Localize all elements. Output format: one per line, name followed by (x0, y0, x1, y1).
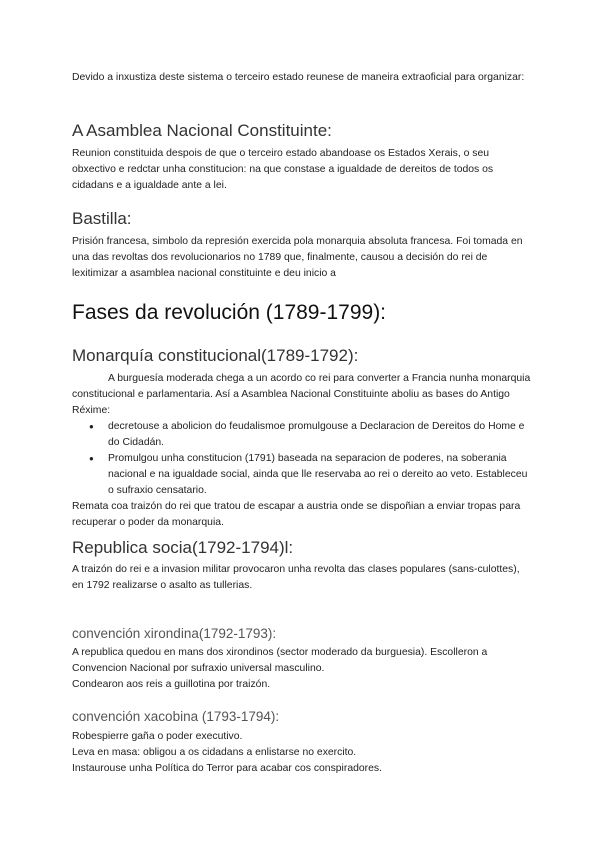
xacobina-heading: convención xacobina (1793-1794): (72, 709, 280, 724)
bullet-icon: ● (89, 454, 94, 463)
bastilla-body (72, 234, 534, 282)
republica-body (72, 562, 534, 594)
bastilla-section (72, 209, 534, 229)
bastilla-heading: Bastilla: (72, 209, 132, 228)
list-item-text: decretouse a abolicion do feudalismoe promulgouse a Declaracion de Dereitos do Home e do Cidadán. (108, 421, 525, 448)
fases-heading: Fases da revolución (1789-1799): (72, 301, 387, 324)
xirondina-line: A republica quedou en mans dos xirondinos (sector moderado da burguesia). Escolleron a Convencion Nacional por sufraxio universal masculino. (72, 647, 488, 674)
asamblea-paragraph: Reunion constituida despois de que o terceiro estado abandoase os Estados Xerais, o seu obxectivo e redctar unha constitucion: na que constase a igualdade de dereitos de todos os cidadans e a igualdade ante a lei. (72, 148, 494, 191)
monarquia-heading: Monarquía constitucional(1789-1792): (72, 346, 359, 365)
xacobina-body (72, 729, 534, 777)
xirondina-heading: convención xirondina(1792-1793): (72, 626, 277, 641)
xirondina-body (72, 645, 534, 693)
xacobina-line: Instaurouse unha Política do Terror para acabar cos conspiradores. (72, 763, 382, 774)
xacobina-line: Robespierre gaña o poder executivo. (72, 731, 243, 742)
asamblea-heading: A Asamblea Nacional Constituinte: (72, 121, 332, 140)
monarquia-outro: Remata coa traizón do rei que tratou de escapar a austria onde se dispoñian a enviar tropas para recuperar o poder da monarquia. (72, 501, 521, 528)
monarquia-list (72, 419, 534, 499)
list-item (72, 419, 534, 451)
republica-paragraph: A traizón do rei e a invasion militar provocaron unha revolta das clases populares (sans-culottes), en 1792 realizarse o asalto as tullerias. (72, 564, 520, 591)
xacobina-line: Leva en masa: obligou a os cidadans a enlistarse no exercito. (72, 747, 357, 758)
list-item (72, 451, 534, 499)
fases-section (72, 301, 534, 325)
list-item-text: Promulgou unha constitucion (1791) baseada na separacion de poderes, na soberania nacional e na igualdade social, ainda que lle reservaba ao rei o dereito ao veto. Estableceu o sufraxio censatario. (108, 453, 528, 496)
intro-block (72, 70, 534, 86)
bullet-icon: ● (89, 422, 94, 431)
monarquia-intro: A burguesía moderada chega a un acordo co rei para converter a Francia nunha monarquia constitucional e parlamentaria. Así a Asamblea Nacional Constituinte aboliu as bases do Antigo Réxime: (72, 373, 531, 416)
xirondina-line: Condearon aos reis a guillotina por traizón. (72, 679, 271, 690)
xacobina-section (72, 708, 534, 726)
republica-section (72, 538, 534, 558)
asamblea-section (72, 121, 534, 141)
xirondina-section (72, 625, 534, 643)
intro-paragraph: Devido a inxustiza deste sistema o terceiro estado reunese de maneira extraoficial para organizar: (72, 72, 525, 83)
bastilla-paragraph: Prisión francesa, simbolo da represión exercida pola monarquia absoluta francesa. Foi tomada en una das revoltas dos revolucionarios no 1789 que, finalmente, causou a decisión do rei de lexitimizar a asamblea nacional constituinte e deu inicio a (72, 236, 523, 279)
monarquia-body (72, 371, 534, 531)
monarquia-section (72, 346, 534, 366)
asamblea-body (72, 146, 534, 194)
republica-heading: Republica socia(1792-1794)l: (72, 538, 294, 557)
